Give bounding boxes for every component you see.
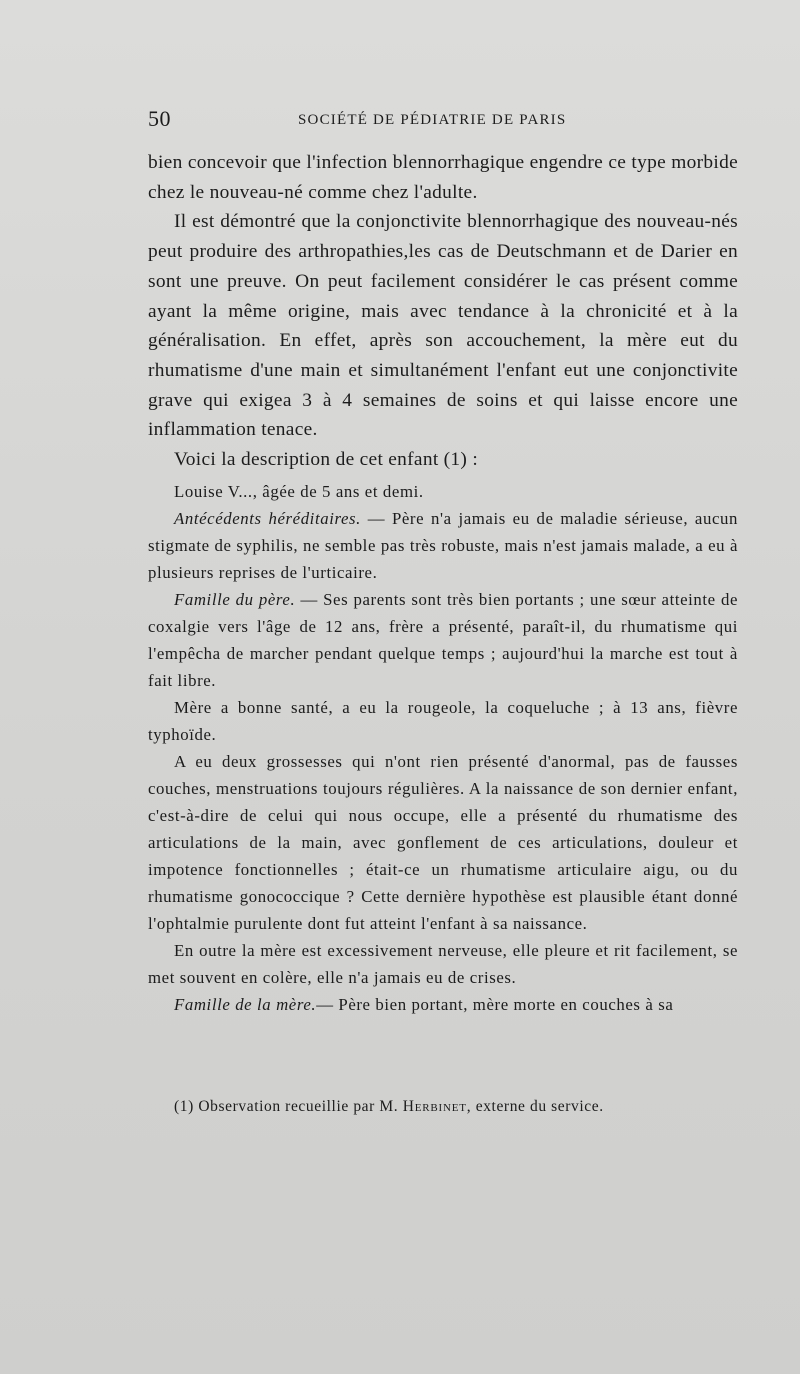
footnote-prefix: (1) Observation recueillie par M. xyxy=(174,1098,403,1115)
observation-paragraph xyxy=(148,991,738,1018)
page-number: 50 xyxy=(148,106,171,131)
observation-paragraph xyxy=(148,505,738,586)
footnote-suffix: , externe du service. xyxy=(466,1098,604,1115)
section-lead: Famille du père. xyxy=(174,590,296,609)
observation-paragraph: En outre la mère est excessivement nerveuse, elle pleure et rit facilement, se met souvent en colère, elle n'a jamais eu de crises. xyxy=(148,941,738,987)
main-text xyxy=(148,148,738,475)
paragraph: Voici la description de cet enfant (1) : xyxy=(174,449,479,471)
observation-paragraph: Mère a bonne santé, a eu la rougeole, la coqueluche ; à 13 ans, fièvre typhoïde. xyxy=(148,698,738,744)
observation-paragraph xyxy=(148,586,738,694)
observation-text xyxy=(148,478,738,1018)
section-text: — Père bien portant, mère morte en couches à sa xyxy=(316,995,674,1014)
page-header xyxy=(148,106,748,136)
footnote-author: Herbinet xyxy=(402,1098,467,1115)
observation-paragraph: A eu deux grossesses qui n'ont rien présenté d'anormal, pas de fausses couches, menstruations toujours régulières. A la naissance de son dernier enfant, c'est-à-dire de celui qui nous occupe, elle a présenté du rhumatisme des articulations de la main, avec gonflement de ces articulations, douleur et impotence fonctionnelles ; était-ce un rhumatisme articulaire aigu, ou du rhumatisme gonococcique ? Cette dernière hypothèse est plausible étant donné l'ophtalmie purulente dont fut atteint l'enfant à sa naissance. xyxy=(148,752,738,933)
paragraph: bien concevoir que l'infection blennorrhagique engendre ce type morbide chez le nouveau-né comme chez l'adulte. xyxy=(148,152,738,203)
section-text: — Père n'a jamais eu de maladie sérieuse, aucun stigmate de syphilis, ne semble pas très robuste, mais n'est jamais malade, a eu à plusieurs reprises de l'urticaire. xyxy=(148,509,738,582)
footnote-separator xyxy=(148,1082,738,1083)
section-text: — Ses parents sont très bien portants ; une sœur atteinte de coxalgie vers l'âge de 12 ans, frère a présenté, paraît-il, du rhumatisme qui l'empêcha de marcher pendant quelque temps ; aujourd'hui la marche est tout à fait libre. xyxy=(148,590,738,690)
paragraph: Il est démontré que la conjonctivite blennorrhagique des nouveau-nés peut produire des arthropathies,les cas de Deutschmann et de Darier en sont une preuve. On peut facilement considérer le cas présent comme ayant la même origine, mais avec tendance à la chronicité et à la généralisation. En effet, après son accouchement, la mère eut du rhumatisme d'une main et simultanément l'enfant eut une conjonctivite grave qui exigea 3 à 4 semaines de soins et qui laisse encore une inflammation tenace. xyxy=(148,211,738,441)
observation-paragraph: Louise V..., âgée de 5 ans et demi. xyxy=(174,482,424,501)
section-lead: Famille de la mère. xyxy=(174,995,317,1014)
running-title: SOCIÉTÉ DE PÉDIATRIE DE PARIS xyxy=(298,112,567,128)
footnote xyxy=(174,1096,734,1118)
section-lead: Antécédents héréditaires. xyxy=(174,509,361,528)
